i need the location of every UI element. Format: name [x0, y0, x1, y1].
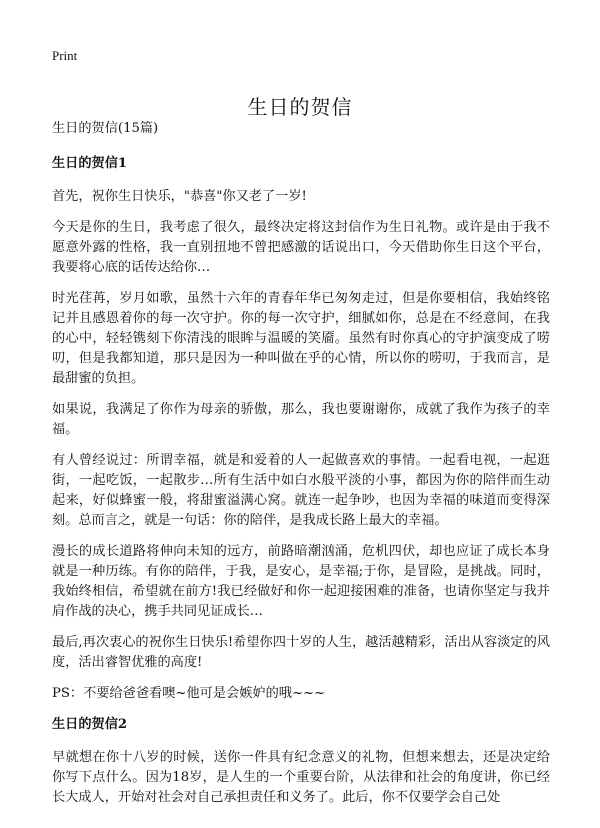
paragraph: 如果说，我满足了你作为母亲的骄傲，那么，我也要谢谢你，成就了我作为孩子的幸福。	[52, 402, 550, 437]
paragraph: PS：不要给爸爸看噢~他可是会嫉妒的哦~~~	[52, 686, 326, 701]
paragraph: 有人曾经说过：所谓幸福，就是和爱着的人一起做喜欢的事情。一起看电视，一起逛街，一起吃饭，一起散步…所有生活中如白水般平淡的小事，都因为你的陪伴而生动起来，好似蜂蜜一般，将甜蜜溢满心窝。就连一起争吵，也因为幸福的味道而变得深刻。总而言之，就是一句话：你的陪伴，是我成长路上最大的幸福。	[52, 453, 550, 528]
paragraph: 时光荏苒，岁月如歌，虽然十六年的青春年华已匆匆走过，但是你要相信，我始终铭记并且感恩着你的每一次守护。你的每一次守护，细腻如你，总是在不经意间，在我的心中，轻轻镌刻下你清浅的眼眸与温暖的笑靥。虽然有时你真心的守护演变成了唠叨，但是我都知道，那只是因为一种叫做在乎的心情，所以你的唠叨，于我而言，是最甜蜜的负担。	[52, 291, 550, 386]
document-body	[52, 119, 550, 819]
section-heading-letter-2: 生日的贺信2	[52, 717, 128, 732]
paragraph: 首先，祝你生日快乐，"恭喜"你又老了一岁!	[52, 189, 307, 204]
page-title: 生日的贺信	[247, 95, 353, 120]
section-heading-letter-1: 生日的贺信1	[52, 156, 128, 171]
paragraph: 漫长的成长道路将伸向未知的远方，前路暗潮汹涌，危机四伏，却也应证了成长本身就是一种历练。有你的陪伴，于我，是安心，是幸福;于你，是冒险，是挑战。同时，我始终相信，希望就在前方!我已经做好和你一起迎接困难的准备，也请你坚定与我并肩作战的决心，携手共同见证成长…	[52, 544, 550, 619]
document-subtitle: 生日的贺信(15篇)	[52, 121, 159, 136]
paragraph: 早就想在你十八岁的时候，送你一件具有纪念意义的礼物，但想来想去，还是决定给你写下点什么。因为18岁，是人生的一个重要台阶，从法律和社会的角度讲，你已经长大成人，开始对社会对自己承担责任和义务了。此后，你不仅要学会自己处	[52, 750, 550, 805]
paragraph: 最后,再次衷心的祝你生日快乐!希望你四十岁的人生，越活越精彩，活出从容淡定的风度，活出睿智优雅的高度!	[52, 635, 550, 670]
paragraph: 今天是你的生日，我考虑了很久，最终决定将这封信作为生日礼物。或许是由于我不愿意外露的性格，我一直别扭地不曾把感激的话说出口，今天借助你生日这个平台，我要将心底的话传达给你…	[52, 220, 550, 275]
print-link[interactable]: Print	[52, 48, 78, 63]
